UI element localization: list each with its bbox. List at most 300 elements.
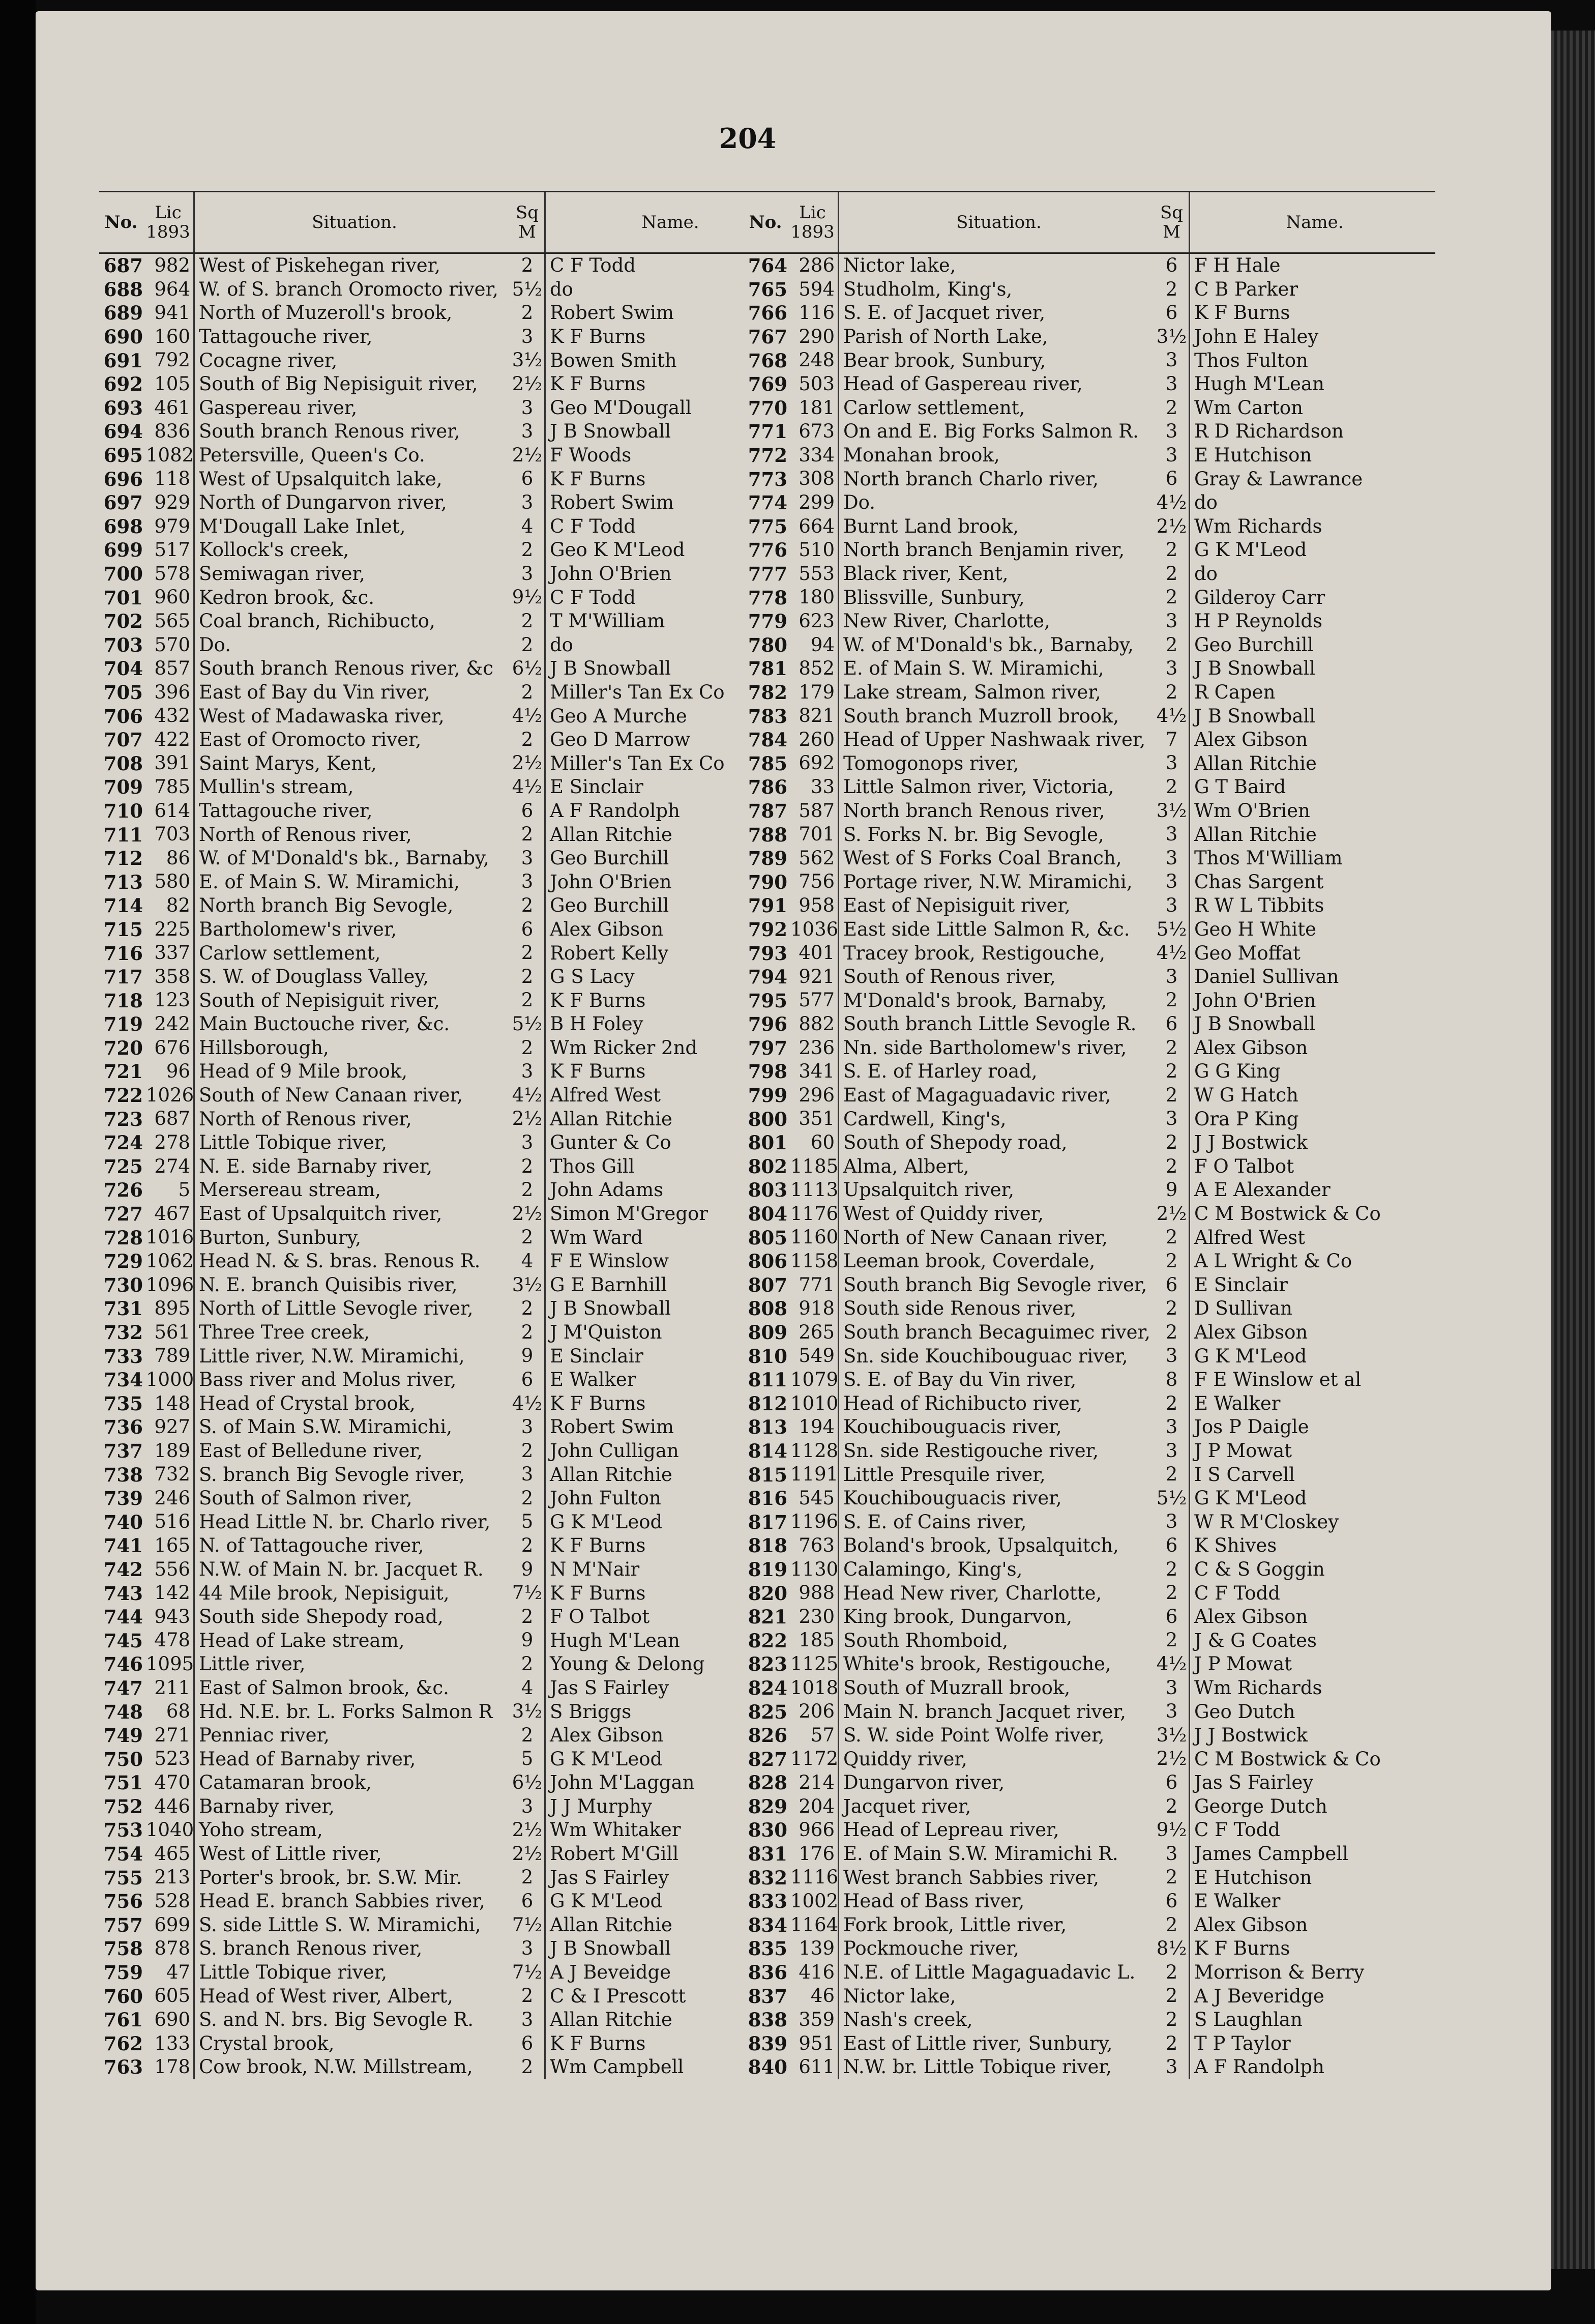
cell-sq: 2½ bbox=[510, 1842, 546, 1866]
table-row bbox=[744, 562, 1435, 586]
book-binding bbox=[0, 0, 36, 2324]
table-row bbox=[744, 1084, 1435, 1108]
cell-name: do bbox=[1194, 563, 1218, 585]
table-row bbox=[744, 1842, 1435, 1866]
cell-situation: W. of M'Donald's bk., Barnaby, bbox=[843, 633, 1134, 656]
cell-situation: North of Dungarvon river, bbox=[199, 491, 447, 514]
table-row bbox=[99, 1226, 791, 1250]
cell-name: G K M'Leod bbox=[1194, 539, 1307, 561]
cell-name: Chas Sargent bbox=[1194, 870, 1324, 893]
cell-situation: Head Little N. br. Charlo river, bbox=[199, 1510, 491, 1533]
cell-name: A J Beveidge bbox=[550, 1961, 671, 1984]
cell-no: 754 bbox=[103, 1843, 143, 1866]
table-row bbox=[99, 1273, 791, 1297]
table-row bbox=[99, 1392, 791, 1416]
cell-lic: 857 bbox=[146, 657, 195, 681]
cell-sq: 6½ bbox=[510, 657, 546, 681]
cell-lic: 580 bbox=[146, 870, 195, 894]
cell-name: E Walker bbox=[1194, 1890, 1281, 1912]
cell-no: 712 bbox=[103, 847, 143, 870]
table-row bbox=[99, 1178, 791, 1202]
cell-name: Jas S Fairley bbox=[550, 1676, 669, 1699]
cell-sq: 6½ bbox=[510, 1771, 546, 1795]
cell-name: F O Talbot bbox=[550, 1606, 650, 1628]
table-row bbox=[744, 396, 1435, 420]
table-row bbox=[99, 491, 791, 515]
table-row bbox=[99, 1250, 791, 1273]
cell-lic: 611 bbox=[790, 2055, 839, 2079]
cell-situation: N. of Tattagouche river, bbox=[199, 1534, 424, 1557]
cell-no: 774 bbox=[748, 491, 787, 514]
table-row bbox=[744, 1368, 1435, 1392]
cell-sq: 2½ bbox=[1155, 1747, 1190, 1771]
cell-no: 771 bbox=[748, 420, 787, 443]
cell-sq: 9 bbox=[510, 1558, 546, 1582]
cell-situation: Fork brook, Little river, bbox=[843, 1913, 1067, 1936]
cell-no: 728 bbox=[103, 1226, 143, 1249]
cell-sq: 3 bbox=[510, 396, 546, 420]
cell-name: Geo M'Dougall bbox=[550, 396, 692, 419]
table-row bbox=[744, 751, 1435, 775]
cell-lic: 116 bbox=[790, 301, 839, 325]
cell-lic: 467 bbox=[146, 1202, 195, 1226]
cell-lic: 771 bbox=[790, 1273, 839, 1297]
cell-name: C M Bostwick & Co bbox=[1194, 1748, 1381, 1770]
table-row bbox=[99, 1724, 791, 1748]
cell-name: do bbox=[550, 278, 573, 300]
cell-situation: South side Renous river, bbox=[843, 1297, 1077, 1320]
cell-situation: South of Nepisiguit river, bbox=[199, 989, 440, 1011]
table-row bbox=[744, 325, 1435, 349]
cell-sq: 2 bbox=[510, 1439, 546, 1463]
table-row bbox=[99, 444, 791, 468]
table-row bbox=[99, 586, 791, 609]
cell-lic: 68 bbox=[146, 1700, 195, 1724]
cell-lic: 549 bbox=[790, 1344, 839, 1368]
cell-name: Wm Whitaker bbox=[550, 1819, 681, 1841]
cell-no: 764 bbox=[748, 254, 787, 277]
cell-no: 830 bbox=[748, 1819, 787, 1842]
cell-lic: 921 bbox=[790, 965, 839, 989]
cell-lic: 214 bbox=[790, 1771, 839, 1795]
cell-lic: 465 bbox=[146, 1842, 195, 1866]
table-row bbox=[744, 1652, 1435, 1676]
cell-sq: 2 bbox=[510, 1226, 546, 1250]
cell-name: Alex Gibson bbox=[1194, 1321, 1308, 1344]
table-row bbox=[744, 657, 1435, 681]
cell-sq: 3 bbox=[510, 420, 546, 444]
cell-lic: 432 bbox=[146, 704, 195, 728]
cell-sq: 8½ bbox=[1155, 1937, 1190, 1961]
cell-lic: 206 bbox=[790, 1700, 839, 1724]
cell-no: 709 bbox=[103, 776, 143, 799]
cell-lic: 1036 bbox=[790, 918, 839, 942]
cell-sq: 2 bbox=[1155, 278, 1190, 302]
cell-no: 720 bbox=[103, 1036, 143, 1059]
cell-name: do bbox=[550, 633, 573, 656]
table-row bbox=[99, 515, 791, 539]
cell-sq: 2 bbox=[510, 681, 546, 705]
cell-lic: 133 bbox=[146, 2032, 195, 2056]
cell-lic: 664 bbox=[790, 515, 839, 539]
table-row bbox=[744, 704, 1435, 728]
cell-lic: 605 bbox=[146, 1984, 195, 2008]
cell-situation: Gaspereau river, bbox=[199, 396, 358, 419]
cell-lic: 1185 bbox=[790, 1155, 839, 1179]
cell-sq: 3 bbox=[1155, 1700, 1190, 1724]
cell-sq: 5½ bbox=[1155, 1487, 1190, 1510]
cell-sq: 2½ bbox=[510, 444, 546, 468]
cell-name: C M Bostwick & Co bbox=[1194, 1203, 1381, 1225]
cell-name: E Hutchison bbox=[1194, 1866, 1312, 1889]
cell-lic: 1130 bbox=[790, 1558, 839, 1582]
cell-sq: 2 bbox=[1155, 562, 1190, 586]
cell-sq: 3 bbox=[510, 562, 546, 586]
cell-sq: 2 bbox=[1155, 1250, 1190, 1273]
cell-no: 796 bbox=[748, 1013, 787, 1036]
table-row bbox=[744, 1297, 1435, 1321]
cell-no: 741 bbox=[103, 1534, 143, 1557]
header-sq: Sq M bbox=[510, 192, 546, 252]
cell-name: C F Todd bbox=[1194, 1819, 1280, 1841]
table-row bbox=[99, 1534, 791, 1558]
cell-sq: 2 bbox=[510, 1297, 546, 1321]
cell-situation: North of Renous river, bbox=[199, 1108, 412, 1130]
cell-no: 711 bbox=[103, 823, 143, 846]
cell-sq: 8 bbox=[1155, 1368, 1190, 1392]
table-row bbox=[744, 1392, 1435, 1416]
cell-lic: 701 bbox=[790, 823, 839, 847]
cell-sq: 2½ bbox=[1155, 515, 1190, 539]
cell-no: 789 bbox=[748, 847, 787, 870]
table-row bbox=[99, 823, 791, 847]
cell-lic: 1000 bbox=[146, 1368, 195, 1392]
cell-sq: 4½ bbox=[1155, 1652, 1190, 1676]
cell-situation: Main Buctouche river, &c. bbox=[199, 1013, 450, 1035]
cell-sq: 2 bbox=[510, 1487, 546, 1510]
cell-name: Robert M'Gill bbox=[550, 1843, 679, 1865]
cell-sq: 4½ bbox=[510, 1392, 546, 1416]
cell-no: 747 bbox=[103, 1676, 143, 1699]
cell-sq: 3 bbox=[510, 2008, 546, 2032]
table-body bbox=[99, 254, 791, 2079]
page-edges bbox=[1551, 31, 1595, 2269]
cell-situation: Nictor lake, bbox=[843, 254, 956, 277]
cell-name: J J Murphy bbox=[550, 1795, 653, 1817]
cell-lic: 299 bbox=[790, 491, 839, 515]
cell-situation: Black river, Kent, bbox=[843, 563, 1009, 585]
cell-situation: 44 Mile brook, Nepisiguit, bbox=[199, 1582, 450, 1604]
cell-sq: 2 bbox=[1155, 1060, 1190, 1084]
table-row bbox=[744, 1107, 1435, 1131]
table-row bbox=[744, 1581, 1435, 1605]
cell-no: 840 bbox=[748, 2056, 787, 2079]
cell-sq: 2 bbox=[1155, 989, 1190, 1012]
cell-sq: 4 bbox=[510, 1676, 546, 1700]
cell-name: K F Burns bbox=[550, 373, 646, 395]
cell-sq: 2 bbox=[1155, 1629, 1190, 1652]
cell-no: 707 bbox=[103, 729, 143, 751]
cell-situation: Coal branch, Richibucto, bbox=[199, 610, 435, 632]
cell-lic: 461 bbox=[146, 396, 195, 420]
table-row bbox=[744, 1700, 1435, 1724]
cell-situation: North of New Canaan river, bbox=[843, 1226, 1108, 1248]
cell-no: 706 bbox=[103, 705, 143, 728]
cell-situation: Cocagne river, bbox=[199, 349, 338, 371]
cell-lic: 359 bbox=[790, 2008, 839, 2032]
cell-situation: South of Shepody road, bbox=[843, 1131, 1068, 1154]
cell-situation: South of Muzrall brook, bbox=[843, 1676, 1071, 1699]
cell-sq: 7 bbox=[1155, 728, 1190, 752]
cell-no: 794 bbox=[748, 966, 787, 989]
cell-situation: M'Donald's brook, Barnaby, bbox=[843, 989, 1107, 1011]
cell-no: 802 bbox=[748, 1155, 787, 1178]
cell-name: Robert Kelly bbox=[550, 942, 669, 964]
cell-sq: 4½ bbox=[510, 775, 546, 799]
cell-name: Miller's Tan Ex Co bbox=[550, 752, 725, 774]
cell-situation: N.W. br. Little Tobique river, bbox=[843, 2056, 1112, 2078]
cell-sq: 6 bbox=[1155, 1012, 1190, 1036]
cell-lic: 510 bbox=[790, 538, 839, 562]
cell-no: 831 bbox=[748, 1843, 787, 1866]
cell-sq: 2 bbox=[1155, 1297, 1190, 1321]
cell-lic: 189 bbox=[146, 1439, 195, 1463]
cell-name: Allan Ritchie bbox=[550, 1913, 672, 1936]
cell-name: George Dutch bbox=[1194, 1795, 1327, 1817]
cell-no: 790 bbox=[748, 870, 787, 893]
cell-no: 817 bbox=[748, 1510, 787, 1533]
cell-lic: 337 bbox=[146, 941, 195, 965]
cell-name: B H Foley bbox=[550, 1013, 643, 1035]
cell-sq: 3 bbox=[1155, 372, 1190, 396]
table-row bbox=[99, 1321, 791, 1345]
cell-name: Gunter & Co bbox=[550, 1131, 671, 1154]
table-row bbox=[744, 1321, 1435, 1345]
cell-no: 691 bbox=[103, 349, 143, 372]
cell-name: S Briggs bbox=[550, 1700, 632, 1723]
cell-name: K F Burns bbox=[1194, 1937, 1290, 1960]
table-row bbox=[744, 1534, 1435, 1558]
cell-name: A F Randolph bbox=[1194, 2056, 1324, 2078]
table-row bbox=[744, 1724, 1435, 1748]
table-row bbox=[744, 1131, 1435, 1155]
cell-no: 702 bbox=[103, 610, 143, 633]
cell-sq: 3 bbox=[1155, 444, 1190, 468]
cell-situation: Mullin's stream, bbox=[199, 776, 354, 798]
cell-lic: 179 bbox=[790, 681, 839, 705]
cell-situation: Blissville, Sunbury, bbox=[843, 586, 1025, 608]
table-row bbox=[99, 1084, 791, 1108]
cell-name: Hugh M'Lean bbox=[550, 1629, 680, 1651]
cell-situation: On and E. Big Forks Salmon R. bbox=[843, 420, 1139, 443]
cell-name: C F Todd bbox=[1194, 1582, 1280, 1604]
cell-sq: 2 bbox=[510, 1866, 546, 1890]
table-row bbox=[99, 1487, 791, 1510]
cell-name: G S Lacy bbox=[550, 966, 635, 988]
cell-no: 821 bbox=[748, 1606, 787, 1629]
table-row bbox=[99, 348, 791, 372]
cell-name: C F Todd bbox=[550, 515, 636, 537]
cell-situation: E. of Main S. W. Miramichi, bbox=[199, 870, 460, 893]
cell-sq: 2 bbox=[510, 254, 546, 278]
cell-lic: 792 bbox=[146, 348, 195, 372]
table-row bbox=[744, 1060, 1435, 1084]
cell-lic: 470 bbox=[146, 1771, 195, 1795]
header-lic: Lic 1893 bbox=[146, 192, 195, 252]
table-row bbox=[99, 1202, 791, 1226]
cell-sq: 3 bbox=[1155, 1344, 1190, 1368]
cell-no: 738 bbox=[103, 1463, 143, 1486]
cell-sq: 6 bbox=[1155, 301, 1190, 325]
cell-sq: 6 bbox=[1155, 1273, 1190, 1297]
cell-lic: 1096 bbox=[146, 1273, 195, 1297]
cell-lic: 982 bbox=[146, 254, 195, 278]
cell-lic: 1196 bbox=[790, 1510, 839, 1534]
cell-lic: 553 bbox=[790, 562, 839, 586]
table-row bbox=[744, 681, 1435, 705]
cell-no: 819 bbox=[748, 1558, 787, 1581]
table-row bbox=[744, 1273, 1435, 1297]
cell-name: Young & Delong bbox=[550, 1653, 705, 1675]
cell-no: 777 bbox=[748, 563, 787, 586]
cell-no: 746 bbox=[103, 1653, 143, 1676]
table-row bbox=[744, 444, 1435, 468]
table-row bbox=[744, 870, 1435, 894]
table-row bbox=[99, 1510, 791, 1534]
table-row bbox=[99, 918, 791, 942]
cell-situation: Penniac river, bbox=[199, 1724, 330, 1747]
cell-lic: 545 bbox=[790, 1487, 839, 1510]
cell-sq: 4½ bbox=[1155, 491, 1190, 515]
table-row bbox=[744, 1415, 1435, 1439]
table-row bbox=[99, 799, 791, 823]
cell-sq: 7½ bbox=[510, 1913, 546, 1937]
cell-sq: 6 bbox=[1155, 1534, 1190, 1558]
cell-name: K F Burns bbox=[1194, 302, 1290, 324]
table-row bbox=[744, 965, 1435, 989]
cell-sq: 3 bbox=[510, 1415, 546, 1439]
cell-no: 781 bbox=[748, 657, 787, 680]
cell-lic: 94 bbox=[790, 633, 839, 657]
cell-sq: 3½ bbox=[1155, 1724, 1190, 1748]
cell-situation: North of Little Sevogle river, bbox=[199, 1297, 474, 1320]
cell-name: R W L Tibbits bbox=[1194, 894, 1324, 917]
cell-situation: W. of M'Donald's bk., Barnaby, bbox=[199, 847, 489, 869]
cell-lic: 1113 bbox=[790, 1178, 839, 1202]
cell-situation: Head of West river, Albert, bbox=[199, 1985, 453, 2007]
cell-name: F E Winslow bbox=[550, 1250, 669, 1272]
cell-lic: 623 bbox=[790, 609, 839, 633]
table-row bbox=[99, 1415, 791, 1439]
cell-lic: 918 bbox=[790, 1297, 839, 1321]
cell-name: R Capen bbox=[1194, 681, 1276, 703]
cell-situation: Dungarvon river, bbox=[843, 1771, 1005, 1794]
cell-name: F Woods bbox=[550, 444, 632, 467]
cell-situation: Little Presquile river, bbox=[843, 1463, 1046, 1486]
cell-name: Gray & Lawrance bbox=[1194, 468, 1363, 490]
cell-lic: 951 bbox=[790, 2032, 839, 2056]
cell-no: 814 bbox=[748, 1439, 787, 1462]
table-row bbox=[99, 2008, 791, 2032]
table-row bbox=[744, 1771, 1435, 1795]
cell-name: W G Hatch bbox=[1194, 1084, 1298, 1107]
cell-no: 813 bbox=[748, 1416, 787, 1439]
cell-lic: 236 bbox=[790, 1036, 839, 1060]
table-row bbox=[744, 1866, 1435, 1890]
table-row bbox=[99, 301, 791, 325]
cell-situation: East of Little river, Sunbury, bbox=[843, 2032, 1113, 2054]
table-body bbox=[744, 254, 1435, 2079]
cell-sq: 3 bbox=[510, 1937, 546, 1961]
cell-sq: 2 bbox=[1155, 1795, 1190, 1819]
cell-name: Geo Burchill bbox=[550, 847, 669, 869]
cell-no: 833 bbox=[748, 1890, 787, 1913]
cell-no: 689 bbox=[103, 302, 143, 325]
cell-sq: 3 bbox=[1155, 2055, 1190, 2079]
table-row bbox=[99, 704, 791, 728]
cell-situation: Porter's brook, br. S.W. Mir. bbox=[199, 1866, 462, 1889]
cell-no: 732 bbox=[103, 1321, 143, 1344]
cell-no: 836 bbox=[748, 1961, 787, 1984]
cell-lic: 756 bbox=[790, 870, 839, 894]
cell-lic: 503 bbox=[790, 372, 839, 396]
cell-situation: S. W. of Douglass Valley, bbox=[199, 966, 429, 988]
table-row bbox=[99, 254, 791, 278]
cell-no: 710 bbox=[103, 799, 143, 822]
cell-lic: 528 bbox=[146, 1890, 195, 1913]
cell-name: J B Snowball bbox=[550, 1937, 671, 1960]
cell-sq: 2 bbox=[1155, 396, 1190, 420]
cell-no: 807 bbox=[748, 1273, 787, 1296]
cell-lic: 308 bbox=[790, 467, 839, 491]
cell-sq: 2 bbox=[510, 1036, 546, 1060]
cell-name: Geo Moffat bbox=[1194, 942, 1301, 964]
cell-no: 745 bbox=[103, 1629, 143, 1652]
cell-sq: 2 bbox=[1155, 1226, 1190, 1250]
cell-no: 760 bbox=[103, 1985, 143, 2008]
cell-no: 818 bbox=[748, 1534, 787, 1557]
cell-no: 775 bbox=[748, 515, 787, 538]
cell-lic: 1002 bbox=[790, 1890, 839, 1913]
cell-name: K F Burns bbox=[550, 2032, 646, 2054]
cell-lic: 391 bbox=[146, 751, 195, 775]
cell-sq: 2 bbox=[1155, 633, 1190, 657]
cell-situation: North of Renous river, bbox=[199, 823, 412, 846]
cell-no: 749 bbox=[103, 1724, 143, 1747]
cell-situation: Cow brook, N.W. Millstream, bbox=[199, 2056, 473, 2078]
cell-no: 724 bbox=[103, 1131, 143, 1154]
cell-lic: 180 bbox=[790, 586, 839, 609]
cell-name: Geo H White bbox=[1194, 918, 1316, 940]
cell-situation: Hillsborough, bbox=[199, 1036, 329, 1059]
cell-no: 695 bbox=[103, 444, 143, 467]
cell-no: 772 bbox=[748, 444, 787, 467]
cell-name: F H Hale bbox=[1194, 254, 1281, 277]
cell-sq: 2 bbox=[510, 941, 546, 965]
header-situation: Situation. bbox=[956, 213, 1042, 232]
cell-lic: 271 bbox=[146, 1724, 195, 1748]
cell-situation: North branch Renous river, bbox=[843, 799, 1105, 822]
cell-no: 692 bbox=[103, 373, 143, 396]
cell-situation: Head of Gaspereau river, bbox=[843, 373, 1083, 395]
cell-sq: 3 bbox=[1155, 1510, 1190, 1534]
cell-name: J & G Coates bbox=[1194, 1629, 1317, 1651]
cell-no: 816 bbox=[748, 1487, 787, 1510]
cell-name: J P Mowat bbox=[1194, 1439, 1292, 1462]
cell-no: 716 bbox=[103, 942, 143, 965]
cell-lic: 516 bbox=[146, 1510, 195, 1534]
cell-lic: 260 bbox=[790, 728, 839, 752]
